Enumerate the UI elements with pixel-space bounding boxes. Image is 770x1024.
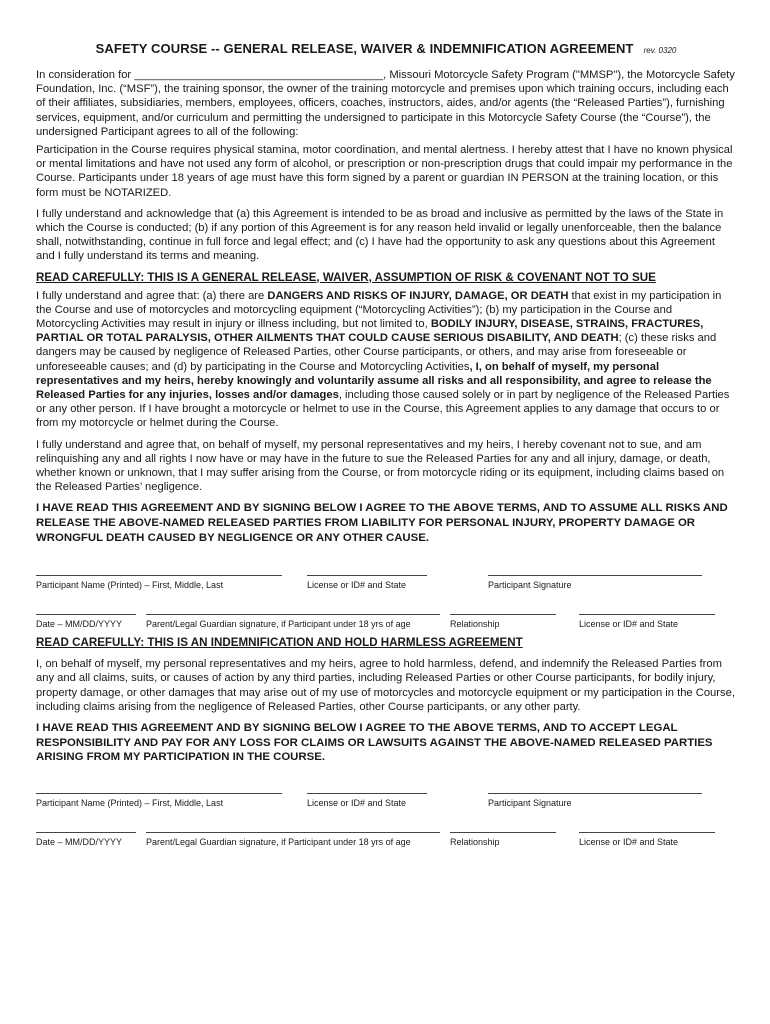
agreement-statement-2: I HAVE READ THIS AGREEMENT AND BY SIGNING BELOW I AGREE TO THE ABOVE TERMS, AND TO ACCEPT LEGAL RESPONSIBILITY AND PAY FOR ANY LOSS FOR CLAIMS OR LAWSUITS AGAINST THE ABOVE-NAMED RELEASED PARTIES ARISING FROM MY PARTICIPATION IN THE COURSE. bbox=[36, 722, 713, 764]
date-field[interactable]: Date – MM/DD/YYYY bbox=[36, 604, 136, 629]
risk-paragraph bbox=[36, 289, 736, 431]
signature-row-1b bbox=[36, 604, 736, 628]
participant-signature-field[interactable]: Participant Signature bbox=[488, 565, 702, 590]
participation-paragraph: Participation in the Course requires physical stamina, motor coordination, and mental alertness. I hereby attest that I have no known physical or mental limitations and have not used any form of alcohol, or prescription or non-prescription drugs that could impair my performance in the Course. Participants under 18 years of age must have this form signed by a parent or guardian IN PERSON at the training location, or this form must be NOTARIZED. bbox=[36, 144, 733, 199]
agreement-statement-1: I HAVE READ THIS AGREEMENT AND BY SIGNING BELOW I AGREE TO THE ABOVE TERMS, AND TO ASSUME ALL RISKS AND RELEASE THE ABOVE-NAMED RELEASED PARTIES FROM LIABILITY FOR PERSONAL INJURY, PROPERTY DAMAGE OR WRONGFUL DEATH CAUSED BY NEGLIGENCE OR ANY OTHER CAUSE. bbox=[36, 502, 728, 544]
risk-text-3: ; (c) these risks and dangers may be caused by negligence of Released Parties, other Course participants, or others, and may arise from foreseeable or unforeseeable causes; and (d) by participating in the Course and Motorcycling Activities bbox=[36, 332, 717, 373]
risk-text-4: , including those caused solely or in part by negligence of the Released Parties or any other person. If I have brought a motorcycle or helmet to use in the Course, this Agreement applies to any damage that occurs to or from my motorcycle or helmet during the Course. bbox=[36, 389, 730, 430]
title-row bbox=[36, 40, 736, 58]
indemnification-heading: READ CAREFULLY: THIS IS AN INDEMNIFICATION AND HOLD HARMLESS AGREEMENT bbox=[36, 636, 523, 650]
guardian-signature-field[interactable]: Parent/Legal Guardian signature, if Participant under 18 yrs of age bbox=[146, 822, 440, 847]
signature-row-2a bbox=[36, 783, 736, 807]
participant-name-field[interactable]: Participant Name (Printed) – First, Middle, Last bbox=[36, 783, 282, 808]
relationship-field[interactable]: Relationship bbox=[450, 604, 556, 629]
covenant-paragraph: I fully understand and agree that, on behalf of myself, my personal representatives and my heirs, I hereby covenant not to sue, and am relinquishing any and all rights I now have or may have in the future to sue the Released Parties for any and all injury, damage, or death, whether known or unknown, that I may suffer arising from the Course, or from motorcycle riding or its equipment, including claims based on the Released Parties’ negligence. bbox=[36, 438, 725, 494]
risk-text-2: that exist in my participation in the Course and use of motorcycles and motorcycling equipment (“Motorcycling Activities”); (b) my participation in the Course and Motorcycling Activities may result in injury or illness including, but not limited to, bbox=[36, 289, 722, 331]
release-heading: READ CAREFULLY: THIS IS A GENERAL RELEASE, WAIVER, ASSUMPTION OF RISK & COVENANT NOT TO SUE bbox=[36, 270, 656, 284]
waiver-document bbox=[36, 40, 736, 846]
risk-bold-2: BODILY INJURY, DISEASE, STRAINS, FRACTURES, PARTIAL OR TOTAL PARALYSIS, OTHER AILMENTS THAT COULD CAUSE SERIOUS DISABILITY, AND DEATH bbox=[36, 318, 704, 345]
risk-bold-3: , I, on behalf of myself, my personal representatives and my heirs, hereby knowingly and voluntarily assume all risks and all responsibility, and agree to release the Released Parties for any injuries, losses and/or damages bbox=[36, 360, 712, 402]
license-field[interactable]: License or ID# and State bbox=[307, 565, 427, 590]
indemnification-paragraph: I, on behalf of myself, my personal representatives and my heirs, agree to hold harmless, defend, and indemnify the Released Parties from any and all claims, suits, or causes of action by any third parties, including Released Parties or other Course participants, for bodily injury, property damage, or other damages that may arise out of my use of motorcycles and motorcycle equipment or my participation in the Course, including claims arising from the negligence of Released Parties, other Course participants, or any other party. bbox=[36, 658, 735, 713]
document-title: SAFETY COURSE -- GENERAL RELEASE, WAIVER & INDEMNIFICATION AGREEMENT bbox=[95, 41, 634, 56]
acknowledgment-paragraph: I fully understand and acknowledge that (a) this Agreement is intended to be as broad and inclusive as permitted by the laws of the State in which the Course is conducted; (b) if any portion of this Agreement is for any reason held invalid or legally unenforceable, then the balance shall, notwithstanding, continue in full force and legal effect; and (c) I have had the opportunity to ask any questions about this Agreement and I fully understand its terms and meaning. bbox=[36, 207, 724, 263]
relationship-field[interactable]: Relationship bbox=[450, 822, 556, 847]
participant-signature-field[interactable]: Participant Signature bbox=[488, 783, 702, 808]
consideration-paragraph: In consideration for ________________________________________, Missouri Motorcycle Safety Program ("MMSP"), the Motorcycle Safety Foundation, Inc. (“MSF”), the training sponsor, the owner of the training motorcycle and premises upon which training occurs, including each of their affiliates, subsidiaries, members, employees, officers, coaches, instructors, aides, and/or agents (the “Released Parties”), furnishing services, equipment, and/or curriculum and permitting the undersigned to participate in this Motorcycle Safety Course (the “Course”), the undersigned Participant agrees to all of the following: bbox=[36, 69, 735, 138]
guardian-license-field[interactable]: License or ID# and State bbox=[579, 604, 715, 629]
signature-row-2b bbox=[36, 822, 736, 846]
guardian-license-field[interactable]: License or ID# and State bbox=[579, 822, 715, 847]
revision-label: rev. 0320 bbox=[643, 46, 677, 55]
license-field[interactable]: License or ID# and State bbox=[307, 783, 427, 808]
date-field[interactable]: Date – MM/DD/YYYY bbox=[36, 822, 136, 847]
risk-text-1: I fully understand and agree that: (a) there are bbox=[36, 289, 268, 302]
risk-bold-1: DANGERS AND RISKS OF INJURY, DAMAGE, OR DEATH bbox=[267, 289, 569, 302]
participant-name-field[interactable]: Participant Name (Printed) – First, Middle, Last bbox=[36, 565, 282, 590]
guardian-signature-field[interactable]: Parent/Legal Guardian signature, if Participant under 18 yrs of age bbox=[146, 604, 440, 629]
signature-row-1a bbox=[36, 565, 736, 589]
